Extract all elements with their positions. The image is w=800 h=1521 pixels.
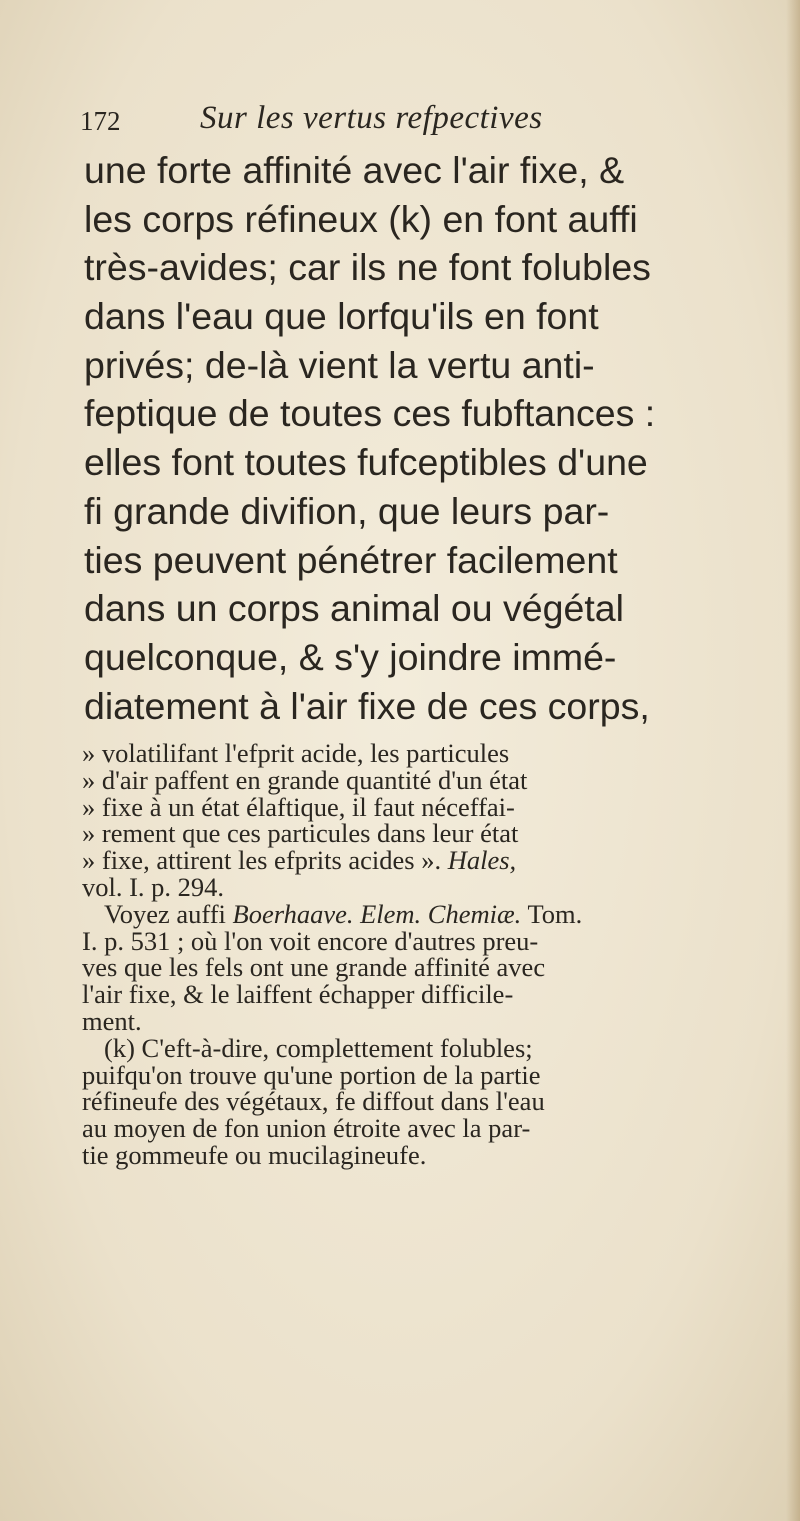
page-edge-shadow <box>786 0 800 1521</box>
quote-line: » volatilifant l'efprit acide, les particules <box>82 738 510 768</box>
footnotes-block <box>82 740 732 1169</box>
voyez-prefix: Voyez auffi <box>104 898 233 929</box>
footnote-k-line: puifqu'on trouve qu'une portion de la partie <box>82 1059 541 1090</box>
volume-reference: vol. I. p. 294. <box>82 871 225 902</box>
quote-line: » fixe à un état élaftique, il faut néceffai- <box>82 791 515 822</box>
main-text-line: fi grande divifion, que leurs par- <box>84 489 610 532</box>
main-text-line: diatement à l'air fixe de ces corps, <box>84 684 650 727</box>
main-text-line: dans un corps animal ou végétal <box>84 587 624 630</box>
quote-line: » d'air paffent en grande quantité d'un état <box>82 764 528 795</box>
page-number: 172 <box>80 106 121 136</box>
footnote-k-line: tie gommeufe ou mucilagineufe. <box>82 1139 427 1170</box>
main-text-line: dans l'eau que lorfqu'ils en font <box>84 295 599 338</box>
quote-end: » fixe, attirent les efprits acides ». <box>82 845 448 876</box>
voyez-continuation: ves que les fels ont une grande affinité avec <box>82 952 546 983</box>
footnote-k-line: au moyen de fon union étroite avec la par- <box>82 1113 531 1144</box>
voyez-continuation: ment. <box>82 1005 142 1036</box>
voyez-suffix: Tom. <box>521 898 583 929</box>
voyez-continuation: I. p. 531 ; où l'on voit encore d'autres preu- <box>82 925 539 956</box>
page-header <box>80 100 700 140</box>
main-text-line: privés; de-là vient la vertu anti- <box>84 343 595 386</box>
main-text-line: quelconque, & s'y joindre immé- <box>84 635 617 678</box>
running-title: Sur les vertus refpectives <box>200 100 543 136</box>
main-text-line: très-avides; car ils ne font folubles <box>84 246 651 289</box>
main-text-line: elles font toutes fufceptibles d'une <box>84 441 648 484</box>
quote-line: » rement que ces particules dans leur état <box>82 818 519 849</box>
voyez-continuation: l'air fixe, & le laiffent échapper difficile- <box>82 979 514 1010</box>
main-text-line: feptique de toutes ces fubftances : <box>84 392 656 435</box>
footnote-k-line: (k) C'eft-à-dire, complettement folubles; <box>104 1032 533 1063</box>
main-text-block <box>84 146 724 730</box>
voyez-reference: Boerhaave. Elem. Chemiæ. <box>232 898 522 929</box>
footnote-k-line: réfineufe des végétaux, fe diffout dans l'eau <box>82 1086 545 1117</box>
main-text-line: une forte affinité avec l'air fixe, & <box>84 149 625 191</box>
quote-author: Hales, <box>447 845 517 876</box>
quote-line-final <box>82 847 732 874</box>
main-text-line: ties peuvent pénétrer facilement <box>84 538 618 581</box>
voyez-line <box>82 898 732 929</box>
main-text-line: les corps réfineux (k) en font auffi <box>84 197 638 240</box>
